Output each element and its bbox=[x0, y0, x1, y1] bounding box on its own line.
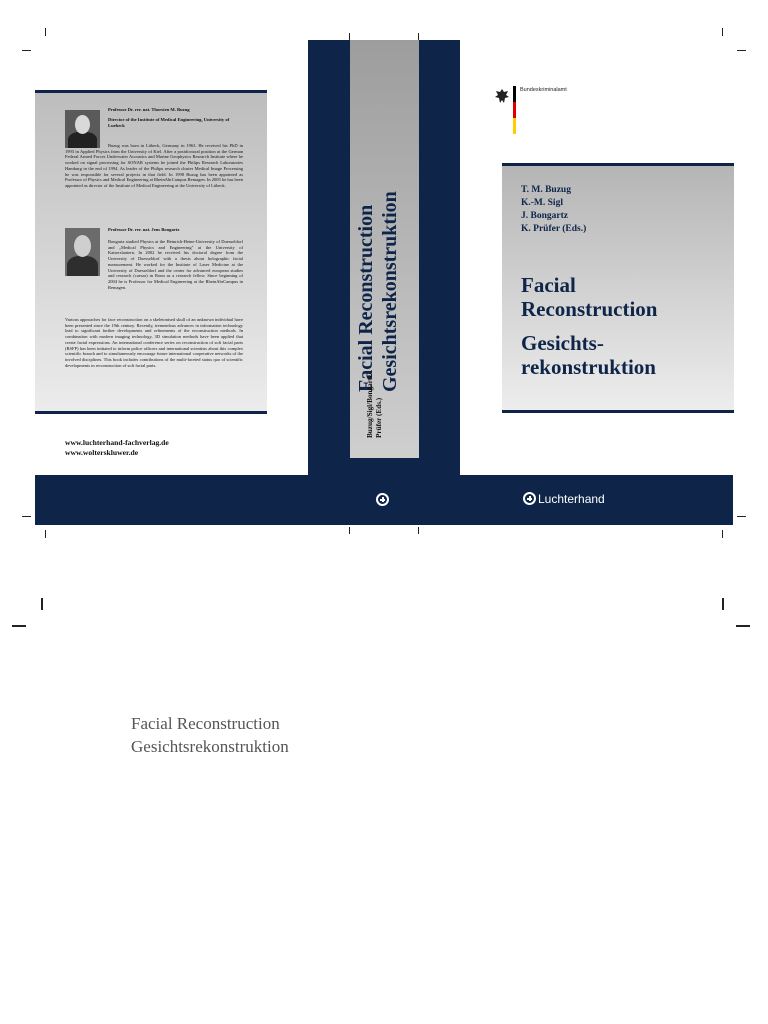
spine-authors bbox=[366, 358, 375, 438]
bottom-band bbox=[35, 475, 733, 525]
editor-list bbox=[521, 184, 586, 236]
editor-name: K. Prüfer (Eds.) bbox=[521, 224, 587, 234]
spine-gray-panel bbox=[350, 40, 419, 458]
front-title bbox=[521, 273, 657, 379]
author1-bio: Buzug was born in Lübeck, Germany in 1963. He received his PhD in 1993 in Applied Physics from the University of Kiel. After a postdoctoral position at the German Federal Armed Forces Underwater Acoustics and Marine Geophysics Research Institute where he worked on signal processing for SONAR systems he joined the Philips Research Laboratories Hamburg in the end of 1994. As leader of the Philips research cluster Medical Image Processing he was responsible for several projects in that field. In 1998 Buzug has been appointed as Professor of Physics and Medical Engineering at RheinAhrCampus Remagen. In 2005 he has been appointed as director of the Institute of Medical Engineering at the University of Lübeck. bbox=[65, 143, 243, 188]
author2-bio: Bongartz studied Physics at the Heinrich-Heine-University of Duesseldorf and „Medical Physics and Engineering" at the University of Kaiserslautern. In 2002 he received his doctoral degree from the University of Duesseldorf with a thesis about holographic facial measurement. He worked for the Institute of Laser Medicine at the University of Duesseldorf and the center for advanced european studies and research (caesar) in Bonn as a research fellow. Since beginning of 2004 he is Professor for Medical Engineering at the RheinAhrCampus in Remagen. bbox=[108, 239, 243, 290]
crop-mark bbox=[22, 50, 31, 51]
title-en-line2: Reconstruction bbox=[521, 297, 658, 321]
flag-stripe-gold bbox=[513, 118, 516, 134]
crop-mark bbox=[349, 527, 350, 534]
author-photo bbox=[65, 228, 100, 276]
crop-mark bbox=[41, 598, 43, 610]
crop-mark bbox=[418, 527, 419, 534]
back-cover-panel bbox=[35, 90, 267, 414]
editor-name: T. M. Buzug bbox=[521, 185, 571, 195]
inner-title-line1: Facial Reconstruction bbox=[131, 714, 280, 733]
crop-mark bbox=[45, 28, 46, 36]
publisher-name: Luchterhand bbox=[538, 492, 605, 506]
crop-mark bbox=[418, 33, 419, 40]
spine-authors-second bbox=[375, 358, 384, 438]
spine-title-line1: Facial Reconstruction bbox=[355, 204, 377, 392]
publisher-urls bbox=[65, 438, 169, 458]
crop-mark bbox=[722, 28, 723, 36]
author2-name: Professor Dr. rer. nat. Jens Bongartz bbox=[108, 227, 180, 232]
editor-name: K.-M. Sigl bbox=[521, 198, 563, 208]
luchterhand-logo-icon bbox=[376, 493, 389, 506]
spine-title-line2: Gesichtsrekonstruktion bbox=[379, 191, 401, 392]
url-link[interactable]: www.luchterhand-fachverlag.de bbox=[65, 438, 169, 447]
crop-mark bbox=[349, 33, 350, 40]
url-link[interactable]: www.wolterskluwer.de bbox=[65, 448, 139, 457]
agency-name: Bundeskriminalamt bbox=[520, 87, 567, 93]
author1-position: Director of the Institute of Medical Engineering, University of Luebeck bbox=[108, 117, 230, 128]
book-summary: Various approaches for face reconstruction on a skeletonised skull of an unknown individual have been presented since the 19th century. Recently, tremendous advances in information technology lead to significant further developments and refinements of the reconstruction methods. In combination with modern imaging technology, 3D simulation methods have been applied that create facial expressions. An international conference series on reconstruction of soft facial parts (RSFP) has been initiated to inform police officers and international scientists about this complex scientific branch and to simultaneously encourage future international cooperative networks of the involved disciplines. This book includes contributions of the multi-faceted status quo of scientific developments in reconstruction of soft facial parts. bbox=[65, 317, 243, 368]
spine-authors-line2: Prüfer (Eds.) bbox=[375, 397, 383, 438]
spine-authors-line1: Buzug/Sigl/Bongartz/ bbox=[366, 372, 374, 438]
flag-stripe-black bbox=[513, 86, 516, 102]
inner-page-title bbox=[131, 712, 289, 758]
title-en-line1: Facial bbox=[521, 273, 576, 297]
front-cover-panel bbox=[502, 163, 734, 413]
title-de-line2: rekonstruktion bbox=[521, 355, 656, 379]
flag-stripe-red bbox=[513, 102, 516, 118]
crop-mark bbox=[45, 530, 46, 538]
luchterhand-logo-icon bbox=[523, 492, 536, 505]
author1-name: Professor Dr. rer. nat. Thorsten M. Buzug bbox=[108, 107, 190, 112]
crop-mark bbox=[722, 530, 723, 538]
crop-mark bbox=[722, 598, 724, 610]
eagle-icon bbox=[494, 88, 510, 104]
crop-mark bbox=[737, 516, 746, 517]
crop-mark bbox=[22, 516, 31, 517]
crop-mark bbox=[737, 50, 746, 51]
spine-title bbox=[354, 122, 378, 392]
crop-mark bbox=[736, 625, 750, 627]
inner-title-line2: Gesichtsrekonstruktion bbox=[131, 737, 289, 756]
title-de-line1: Gesichts- bbox=[521, 331, 604, 355]
editor-name: J. Bongartz bbox=[521, 211, 568, 221]
bka-logo bbox=[494, 86, 567, 136]
crop-mark bbox=[12, 625, 26, 627]
spine-title-second bbox=[378, 122, 402, 392]
